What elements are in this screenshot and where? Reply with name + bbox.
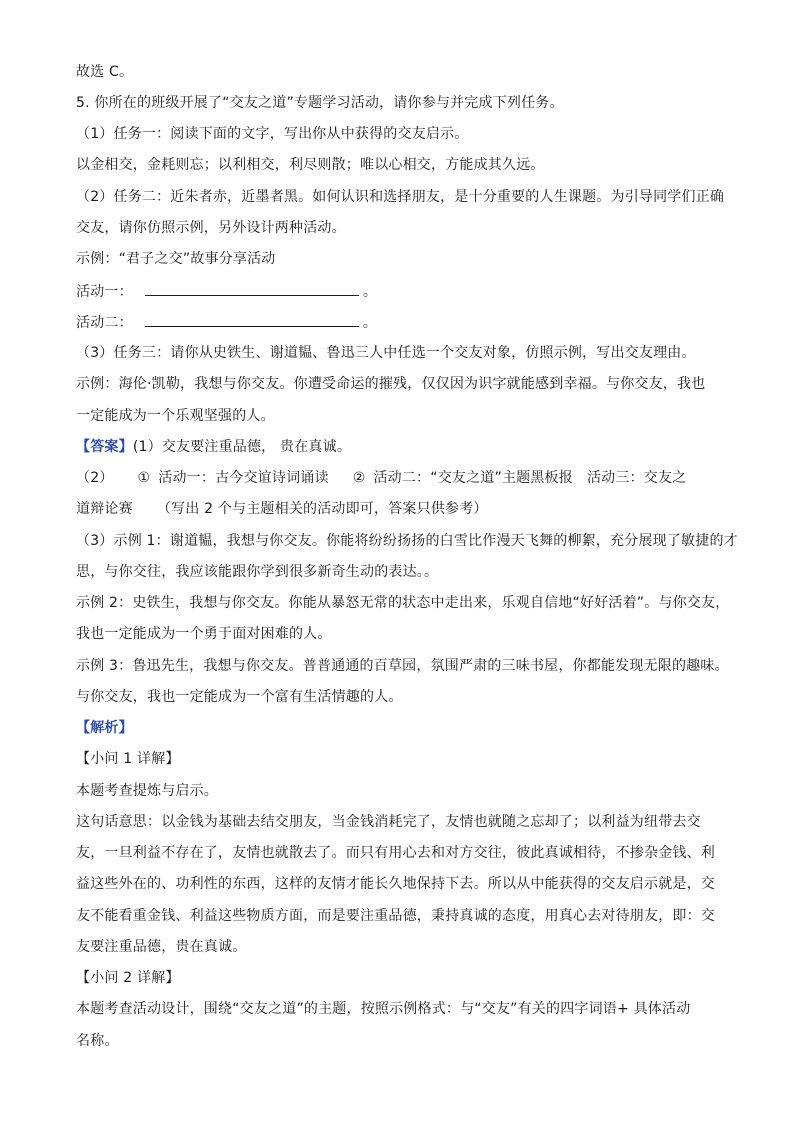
explanation-line: 友不能看重金钱、利益这些物质方面，而是要注重品德，秉持真诚的态度，用真心去对待朋友，即：交 (76, 908, 715, 924)
subquestion-2-heading: 【小问 2 详解】 (76, 970, 180, 986)
subquestion-1-heading: 【小问 1 详解】 (76, 751, 180, 767)
text-line: 故选 C。 (76, 64, 134, 80)
explanation-line: 益这些外在的、功利性的东西，这样的友情才能长久地保持下去。所以从中能获得的交友启示就是，交 (76, 876, 715, 892)
activity-2-label: 活动二： (76, 315, 133, 331)
answer-tag: 【答案】 (76, 439, 133, 455)
task-3-prompt: （3）任务三：请你从史铁生、谢道韫、鲁迅三人中任选一个交友对象，仿照示例，写出交友理由。 (76, 345, 696, 361)
task-1-quote: 以金相交，金耗则忘；以利相交，利尽则散；唯以心相交，方能成其久远。 (76, 157, 545, 173)
answer-2-label: （2） (76, 470, 114, 486)
task-2-prompt-cont: 交友，请你仿照示例，另外设计两种活动。 (76, 220, 346, 236)
activity-1-blank (145, 281, 359, 296)
answer-2-activity-3: 活动三：交友之 (586, 470, 687, 486)
activity-2-end: 。 (362, 315, 378, 331)
answer-2-activity-2: 活动二：“交友之道”主题黑板报 (373, 470, 573, 486)
answer-3-example-2-cont: 我也一定能成为一个勇于面对困难的人。 (76, 626, 332, 642)
subquestion-1-intro: 本题考查提炼与启示。 (76, 783, 218, 799)
task-2-prompt: （2）任务二：近朱者赤，近墨者黑。如何认识和选择朋友，是十分重要的人生课题。为引导同学们正确 (76, 189, 725, 205)
explanation-line: 这句话意思：以金钱为基础去结交朋友，当金钱消耗完了，友情也就随之忘却了；以利益为纽带去交 (76, 814, 701, 830)
task-3-example: 示例：海伦·凯勒，我想与你交友。你遭受命运的摧残，仅仅因为识字就能感到幸福。与你交友，我也 (76, 376, 706, 392)
question-5-heading: 5. 你所在的班级开展了“交友之道”专题学习活动，请你参与并完成下列任务。 (76, 95, 564, 111)
subquestion-2-explanation-cont: 名称。 (76, 1033, 119, 1049)
explanation-line: 友，一旦利益不存在了，友情也就散去了。而只有用心去和对方交往，彼此真诚相待，不掺杂金钱、利 (76, 845, 715, 861)
explanation-line: 友要注重品德，贵在真诚。 (76, 939, 247, 955)
answer-3-example-1-cont: 思，与你交往，我应该能跟你学到很多新奇生动的表达。。 (76, 564, 439, 580)
answer-2-line (76, 468, 686, 488)
analysis-tag: 【解析】 (76, 720, 133, 736)
activity-1-label: 活动一： (76, 284, 133, 300)
task-3-example-cont: 一定能成为一个乐观坚强的人。 (76, 408, 275, 424)
answer-2-note: （写出 2 个与主题相关的活动即可，答案只供参考） (156, 501, 488, 517)
answer-3-example-3: 示例 3：鲁迅先生，我想与你交友。普普通通的百草园，氛围严肃的三味书屋，你都能发现无限的趣味。 (76, 658, 729, 674)
activity-1-end: 。 (362, 284, 378, 300)
answer-2-activity-1: 活动一：古今交谊诗词诵读 (158, 470, 329, 486)
answer-1: (1）交友要注重品德， 贵在真诚。 (132, 439, 352, 455)
answer-3-example-3-cont: 与你交友，我也一定能成为一个富有生活情趣的人。 (76, 689, 403, 705)
answer-3-example-2: 示例 2：史铁生，我想与你交友。你能从暴怒无常的状态中走出来，乐观自信地“好好活着”。与你交友， (76, 595, 730, 611)
task-2-example: 示例：“君子之交”故事分享活动 (76, 251, 276, 267)
circled-2-icon: ② (352, 470, 366, 486)
activity-1-line (76, 281, 377, 302)
answer-3-example-1: （3）示例 1：谢道韫，我想与你交友。你能将纷纷扬扬的白雪比作漫天飞舞的柳絮，充分展现了敏捷的才 (76, 533, 738, 549)
answer-line (76, 437, 351, 457)
answer-2-line-cont (76, 499, 488, 519)
circled-1-icon: ① (137, 470, 151, 486)
activity-2-blank (145, 312, 359, 327)
task-1-prompt: （1）任务一：阅读下面的文字，写出你从中获得的交友启示。 (76, 126, 469, 142)
answer-2-activity-3-cont: 道辩论赛 (76, 501, 133, 517)
subquestion-2-explanation: 本题考查活动设计，围绕“交友之道”的主题，按照示例格式：与“交友”有关的四字词语+ 具体活动 (76, 1001, 691, 1017)
activity-2-line (76, 312, 377, 333)
